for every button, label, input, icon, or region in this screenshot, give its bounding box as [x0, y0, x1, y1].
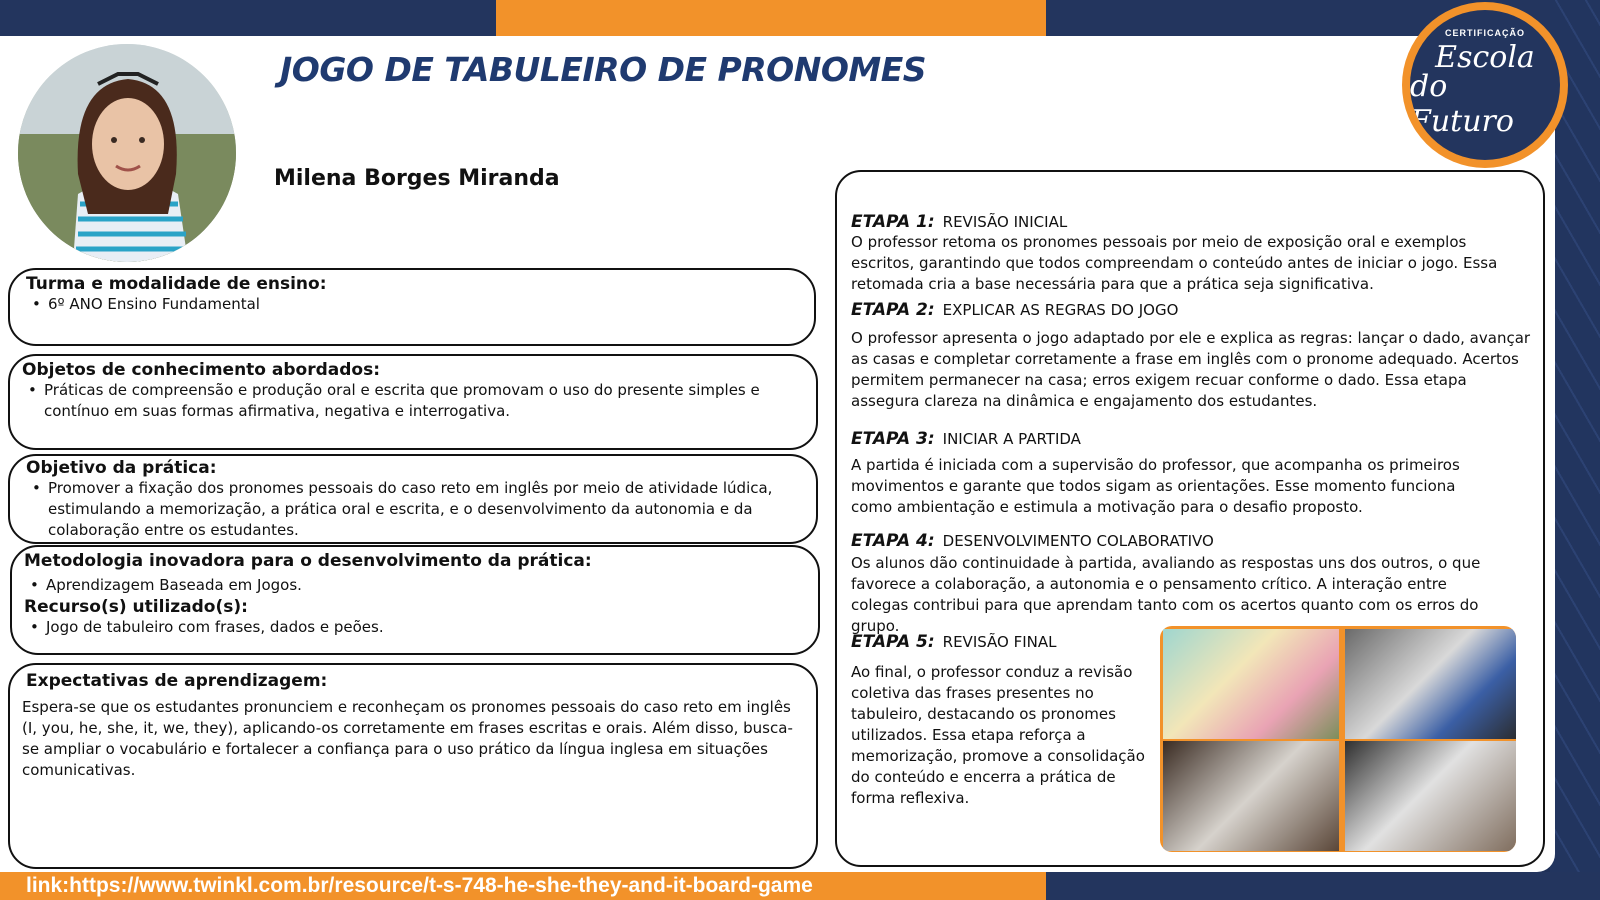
list-item: • Promover a fixação dos pronomes pessoais do caso reto em inglês por meio de atividade lúdica, estimulando a memorização, a prática oral e escrita, e o desenvolvimento da autonomia e da colaboração entre os estudantes.: [26, 478, 800, 541]
etapa-text: O professor retoma os pronomes pessoais por meio de exposição oral e exemplos escritos, garantindo que todos compreendam o conteúdo antes de iniciar o jogo. Essa retomada cria a base necessária para que a prática seja significativa.: [851, 233, 1498, 293]
page-title: JOGO DE TABULEIRO DE PRONOMES: [280, 50, 927, 89]
turma-list: [26, 294, 798, 315]
hexagon-pattern-band: [1550, 0, 1600, 900]
etapa-text: Ao final, o professor conduz a revisão coletiva das frases presentes no tabuleiro, destacando os pronomes utilizados. Essa etapa reforça a memorização, promove a consolidação do conteúdo e encerra a prática de forma reflexiva.: [851, 663, 1145, 807]
etapa-text: Os alunos dão continuidade à partida, avaliando as respostas uns dos outros, o que favorece a colaboração, a autonomia e o pensamento crítico. A interação entre colegas contribui para que aprendam tanto com os acertos quanto com os erros do grupo.: [851, 554, 1481, 635]
resource-link[interactable]: link:https://www.twinkl.com.br/resource/t-s-748-he-she-they-and-it-board-game: [26, 874, 813, 897]
etapa-name: DESENVOLVIMENTO COLABORATIVO: [942, 532, 1214, 550]
students-table-photo: [1345, 741, 1516, 851]
list-item: • Jogo de tabuleiro com frases, dados e peões.: [24, 617, 806, 638]
metodologia-box: [10, 545, 820, 655]
etapa-label: ETAPA 3:: [851, 429, 935, 449]
objetos-heading: Objetos de conhecimento abordados:: [22, 360, 381, 380]
etapa-name: EXPLICAR AS REGRAS DO JOGO: [942, 301, 1179, 319]
objetivo-list: [26, 478, 800, 541]
etapa-5: [851, 632, 1147, 809]
author-photo: [18, 44, 236, 262]
etapa-2: [851, 300, 1531, 412]
escola-do-futuro-logo: [1402, 2, 1568, 168]
etapa-2-header: [851, 300, 1531, 320]
etapa-1-header: [851, 212, 1531, 232]
etapa-3-header: [851, 429, 1491, 449]
logo-top-text: CERTIFICAÇÃO: [1445, 28, 1525, 38]
etapa-name: REVISÃO INICIAL: [942, 213, 1068, 231]
list-item: • Aprendizagem Baseada em Jogos.: [24, 575, 806, 596]
etapa-label: ETAPA 4:: [851, 531, 935, 551]
board-game-photo: [1163, 629, 1339, 739]
author-name: Milena Borges Miranda: [274, 166, 560, 191]
etapa-name: REVISÃO FINAL: [942, 633, 1057, 651]
etapa-4: [851, 531, 1491, 637]
etapa-4-header: [851, 531, 1491, 551]
etapa-label: ETAPA 5:: [851, 632, 935, 652]
expectativas-text: Espera-se que os estudantes pronunciem e reconheçam os pronomes pessoais do caso reto em inglês (I, you, he, she, it, we, they), aplicando-os corretamente em frases escritas e orais. Além disso, busca-se ampliar o vocabulário e fortalecer a confiança para o uso prático da língua inglesa em situações comunicativas.: [22, 698, 793, 779]
recursos-heading: Recurso(s) utilizado(s):: [24, 597, 248, 617]
etapa-5-header: [851, 632, 1147, 652]
logo-badge: [1410, 10, 1560, 160]
etapa-1: [851, 212, 1531, 295]
author-portrait-icon: [18, 44, 236, 262]
etapa-name: INICIAR A PARTIDA: [942, 430, 1081, 448]
metodologia-list: [24, 575, 806, 596]
etapa-label: ETAPA 1:: [851, 212, 935, 232]
top-bar-accent: [496, 0, 1046, 36]
logo-line-1: Escola: [1435, 39, 1535, 75]
objetivo-heading: Objetivo da prática:: [26, 458, 217, 478]
expectativas-heading: Expectativas de aprendizagem:: [26, 671, 328, 691]
objetos-box: [8, 354, 818, 450]
objetos-list: [22, 380, 804, 422]
activity-photo-grid: [1160, 626, 1516, 852]
expectativas-box: [8, 663, 818, 869]
logo-line-2: do Futuro: [1410, 68, 1514, 139]
students-group-photo: [1163, 741, 1339, 851]
etapa-3: [851, 429, 1491, 518]
etapa-label: ETAPA 2:: [851, 300, 935, 320]
students-playing-photo: [1345, 629, 1516, 739]
objetivo-box: [8, 454, 818, 544]
turma-heading: Turma e modalidade de ensino:: [26, 274, 327, 294]
recursos-list: [24, 617, 806, 638]
list-item: • 6º ANO Ensino Fundamental: [26, 294, 798, 315]
turma-box: [8, 268, 816, 346]
etapa-text: A partida é iniciada com a supervisão do professor, que acompanha os primeiros movimentos e garante que todos sigam as orientações. Esse momento funciona como ambientação e estimula a motivação para o desafio proposto.: [851, 456, 1460, 516]
list-item: • Práticas de compreensão e produção oral e escrita que promovam o uso do presente simples e contínuo em suas formas afirmativa, negativa e interrogativa.: [22, 380, 804, 422]
metodologia-heading: Metodologia inovadora para o desenvolvimento da prática:: [24, 551, 592, 571]
etapa-text: O professor apresenta o jogo adaptado por ele e explica as regras: lançar o dado, avançar as casas e completar corretamente a frase em inglês com o pronome adequado. Acertos permitem permanecer na casa; erros exigem recuar conforme o dado. Essa etapa assegura clareza na dinâmica e engajamento dos estudantes.: [851, 329, 1531, 410]
